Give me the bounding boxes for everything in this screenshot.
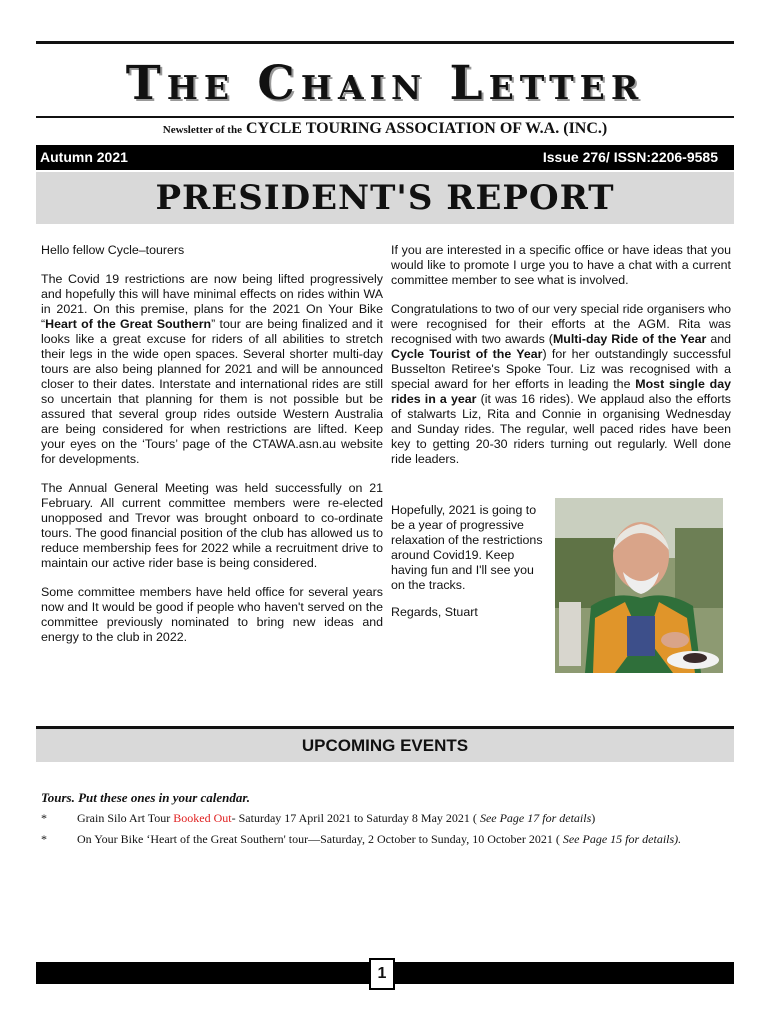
text: Congratulations to two of our very special ride organisers who were recognised for their efforts at the AGM. Rita was recognised with two awards (	[391, 302, 731, 346]
text: ” tour are being finalized and it looks like a great excuse for riders of all abilities to stretch their legs in the wide open spaces. Several shorter multi-day tours are also being planned for 2021 and will be announced closer to their dates. Interstate and international rides are still so uncertain that planning for them is not possible but be assured that several group rides outside Western Australia are being considered for when restrictions are lifted. Keep your eyes on the ‘Tours’ page of the CTAWA.asn.au website for developments.	[41, 317, 383, 466]
bold-text: Cycle Tourist of the Year	[391, 347, 543, 361]
issue-season: Autumn 2021	[40, 149, 128, 165]
page-reference: See Page 17 for details	[479, 811, 592, 825]
newsletter-title: The Chain Letter	[125, 56, 645, 111]
report-right-column	[391, 243, 731, 481]
text: and	[706, 332, 731, 346]
issue-number: Issue 276/ ISSN:2206-9585	[542, 149, 718, 165]
paragraph-committee: Some committee members have held office for several years now and It would be good if people who haven't served on the committee previously nominated to bring new ideas and energy to the club in 2022.	[41, 585, 383, 644]
paragraph-hopefully: Hopefully, 2021 is going to be a year of progressive relaxation of the restrictions around Covid19. Keep having fun and I'll see you on the tracks.	[391, 503, 543, 592]
text: )	[591, 811, 596, 825]
text: Grain Silo Art Tour	[77, 811, 174, 825]
paragraph-congratulations	[391, 302, 731, 467]
list-item	[41, 810, 731, 827]
text: - Saturday 17 April 2021 to Saturday 8 May 2021 (	[231, 811, 480, 825]
booked-out-label: Booked Out	[173, 811, 232, 825]
paragraph-agm: The Annual General Meeting was held successfully on 21 February. All current committee members were re-elected unopposed and Trevor was brought onboard to co-ordinate tours. The good financial position of the club has allowed us to reduce membership fees for 2022 while a recruitment drive to maintain our active rider base is being considered.	[41, 481, 383, 570]
report-left-column	[41, 243, 383, 659]
bullet-star: *	[41, 811, 47, 825]
tours-heading: Tours. Put these ones in your calendar.	[41, 790, 251, 805]
tours-list	[41, 810, 731, 852]
masthead-top-rule	[36, 41, 734, 44]
photo-illustration	[555, 498, 723, 673]
report-closing	[391, 503, 547, 632]
list-item	[41, 831, 731, 848]
bold-text: Heart of the Great Southern	[45, 317, 212, 331]
signoff: Regards, Stuart	[391, 605, 478, 619]
paragraph-office: If you are interested in a specific office or have ideas that you would like to promote I urge you to have a chat with a current committee member to see what is involved.	[391, 243, 731, 287]
subtitle-prefix: Newsletter of the	[162, 124, 242, 136]
newsletter-subtitle	[36, 120, 734, 138]
text: The Covid 19 restrictions are now being lifted progressively and hopefully this will have minimal effects on rides within WA in 2021. On this premise, plans for the 2021 On Your Bike “	[41, 272, 383, 331]
text: (it was 16 rides). We applaud also the efforts of stalwarts Liz, Rita and Connie in organising Wednesday and Sunday rides. The regular, well paced rides have been key to getting 20-30 riders turning out regularly. Well done ride leaders.	[391, 392, 732, 466]
bold-text: Most single day rides in a year	[391, 377, 732, 406]
paragraph-covid	[41, 272, 383, 467]
bold-text: Multi-day Ride of the Year	[552, 332, 707, 346]
events-title-box	[36, 729, 734, 762]
events-title: UPCOMING EVENTS	[301, 736, 469, 755]
report-title: PRESIDENT'S REPORT	[155, 178, 615, 218]
subtitle-org: CYCLE TOURING ASSOCIATION OF W.A. (INC.)	[245, 120, 608, 137]
bullet-star: *	[41, 832, 47, 846]
text: On Your Bike ‘Heart of the Great Southern' tour—Saturday, 2 October to Sunday, 10 October 2021 (	[77, 832, 563, 846]
issue-bar	[36, 145, 734, 170]
report-title-box	[36, 172, 734, 224]
page-number: 1	[369, 958, 395, 990]
president-photo	[555, 498, 723, 673]
greeting: Hello fellow Cycle–tourers	[41, 243, 185, 257]
page-reference: See Page 15 for details).	[562, 832, 682, 846]
masthead-rule	[36, 116, 734, 118]
text: ) for her outstandingly successful Busselton Retiree's Spoke Tour. Liz was recognised with a special award for her efforts in leading the	[391, 347, 731, 391]
